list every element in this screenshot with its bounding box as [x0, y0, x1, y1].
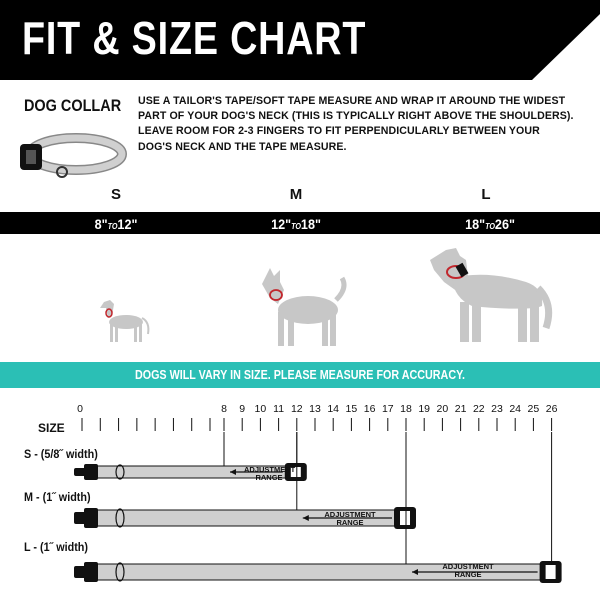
collar-label-small: S - (5/8˝ width) [24, 447, 98, 461]
ruler-tick-label: 13 [309, 403, 321, 415]
ruler-tick-label: 26 [545, 403, 558, 415]
ruler-tick-label: 24 [509, 403, 522, 415]
collar-buckle-tab [74, 512, 86, 524]
ruler-tick-label: 25 [527, 403, 540, 415]
adjustment-label-medium: ADJUSTMENT RANGE [324, 510, 376, 527]
size-letter-s: S [110, 186, 121, 203]
collar-label-medium: M - (1˝ width) [24, 490, 91, 504]
collar-buckle-left [84, 562, 98, 582]
ruler-tick-label: 19 [418, 403, 431, 415]
collar-buckle-slot [400, 511, 410, 525]
page-title: FIT & SIZE CHART [22, 12, 367, 64]
adjustment-label-large: ADJUSTMENT RANGE [442, 562, 494, 579]
ruler-tick-label: 9 [239, 403, 246, 415]
ruler-tick-label: 23 [491, 403, 503, 415]
ruler-tick-label: 15 [345, 403, 358, 415]
size-letter-m: M [289, 186, 303, 203]
ruler-tick-label: 21 [454, 403, 467, 415]
ruler-tick-label: 8 [221, 403, 227, 415]
ruler-axis-label: SIZE [38, 421, 65, 435]
ruler-tick-label: 16 [363, 403, 376, 415]
ruler-tick-label: 10 [254, 403, 267, 415]
collar-buckle-left [84, 464, 98, 480]
ruler-tick-label: 12 [290, 403, 303, 415]
size-range-m: 12"TO18" [271, 216, 321, 232]
ruler-zero-label: 0 [77, 403, 83, 415]
ruler-tick-label: 17 [381, 403, 394, 415]
collar-buckle-left [84, 508, 98, 528]
collar-buckle-tab [74, 468, 86, 476]
collar-label: DOG COLLAR [24, 96, 122, 115]
size-range-s: 8"TO12" [94, 216, 138, 232]
ruler-tick-label: 11 [273, 403, 285, 415]
ruler-tick-label: 14 [327, 403, 340, 415]
measuring-instructions: USE A TAILOR'S TAPE/SOFT TAPE MEASURE AND WRAP IT AROUND THE WIDEST PART OF YOUR DOG'S NECK (THIS IS TYPICALLY RIGHT ABOVE THE SHOULDERS). LEAVE ROOM FOR 2-3 FINGERS TO FIT PERPENDICULARLY BETWEEN YOUR DOG'S NECK AND THE TAPE MEASURE. [138, 95, 574, 153]
collar-buckle-slot [546, 565, 556, 579]
ruler-tick-label: 18 [400, 403, 412, 415]
collar-buckle-tab [74, 566, 86, 578]
collar-label-large: L - (1˝ width) [24, 540, 88, 554]
size-letter-l: L [481, 186, 491, 203]
adjustment-label-small: ADJUSTMENT RANGE [244, 465, 296, 482]
ruler-tick-label: 20 [436, 403, 449, 415]
size-range-l: 18"TO26" [465, 216, 515, 232]
ruler-tick-label: 22 [472, 403, 485, 415]
notice-banner-text: DOGS WILL VARY IN SIZE. PLEASE MEASURE FOR ACCURACY. [134, 368, 466, 382]
